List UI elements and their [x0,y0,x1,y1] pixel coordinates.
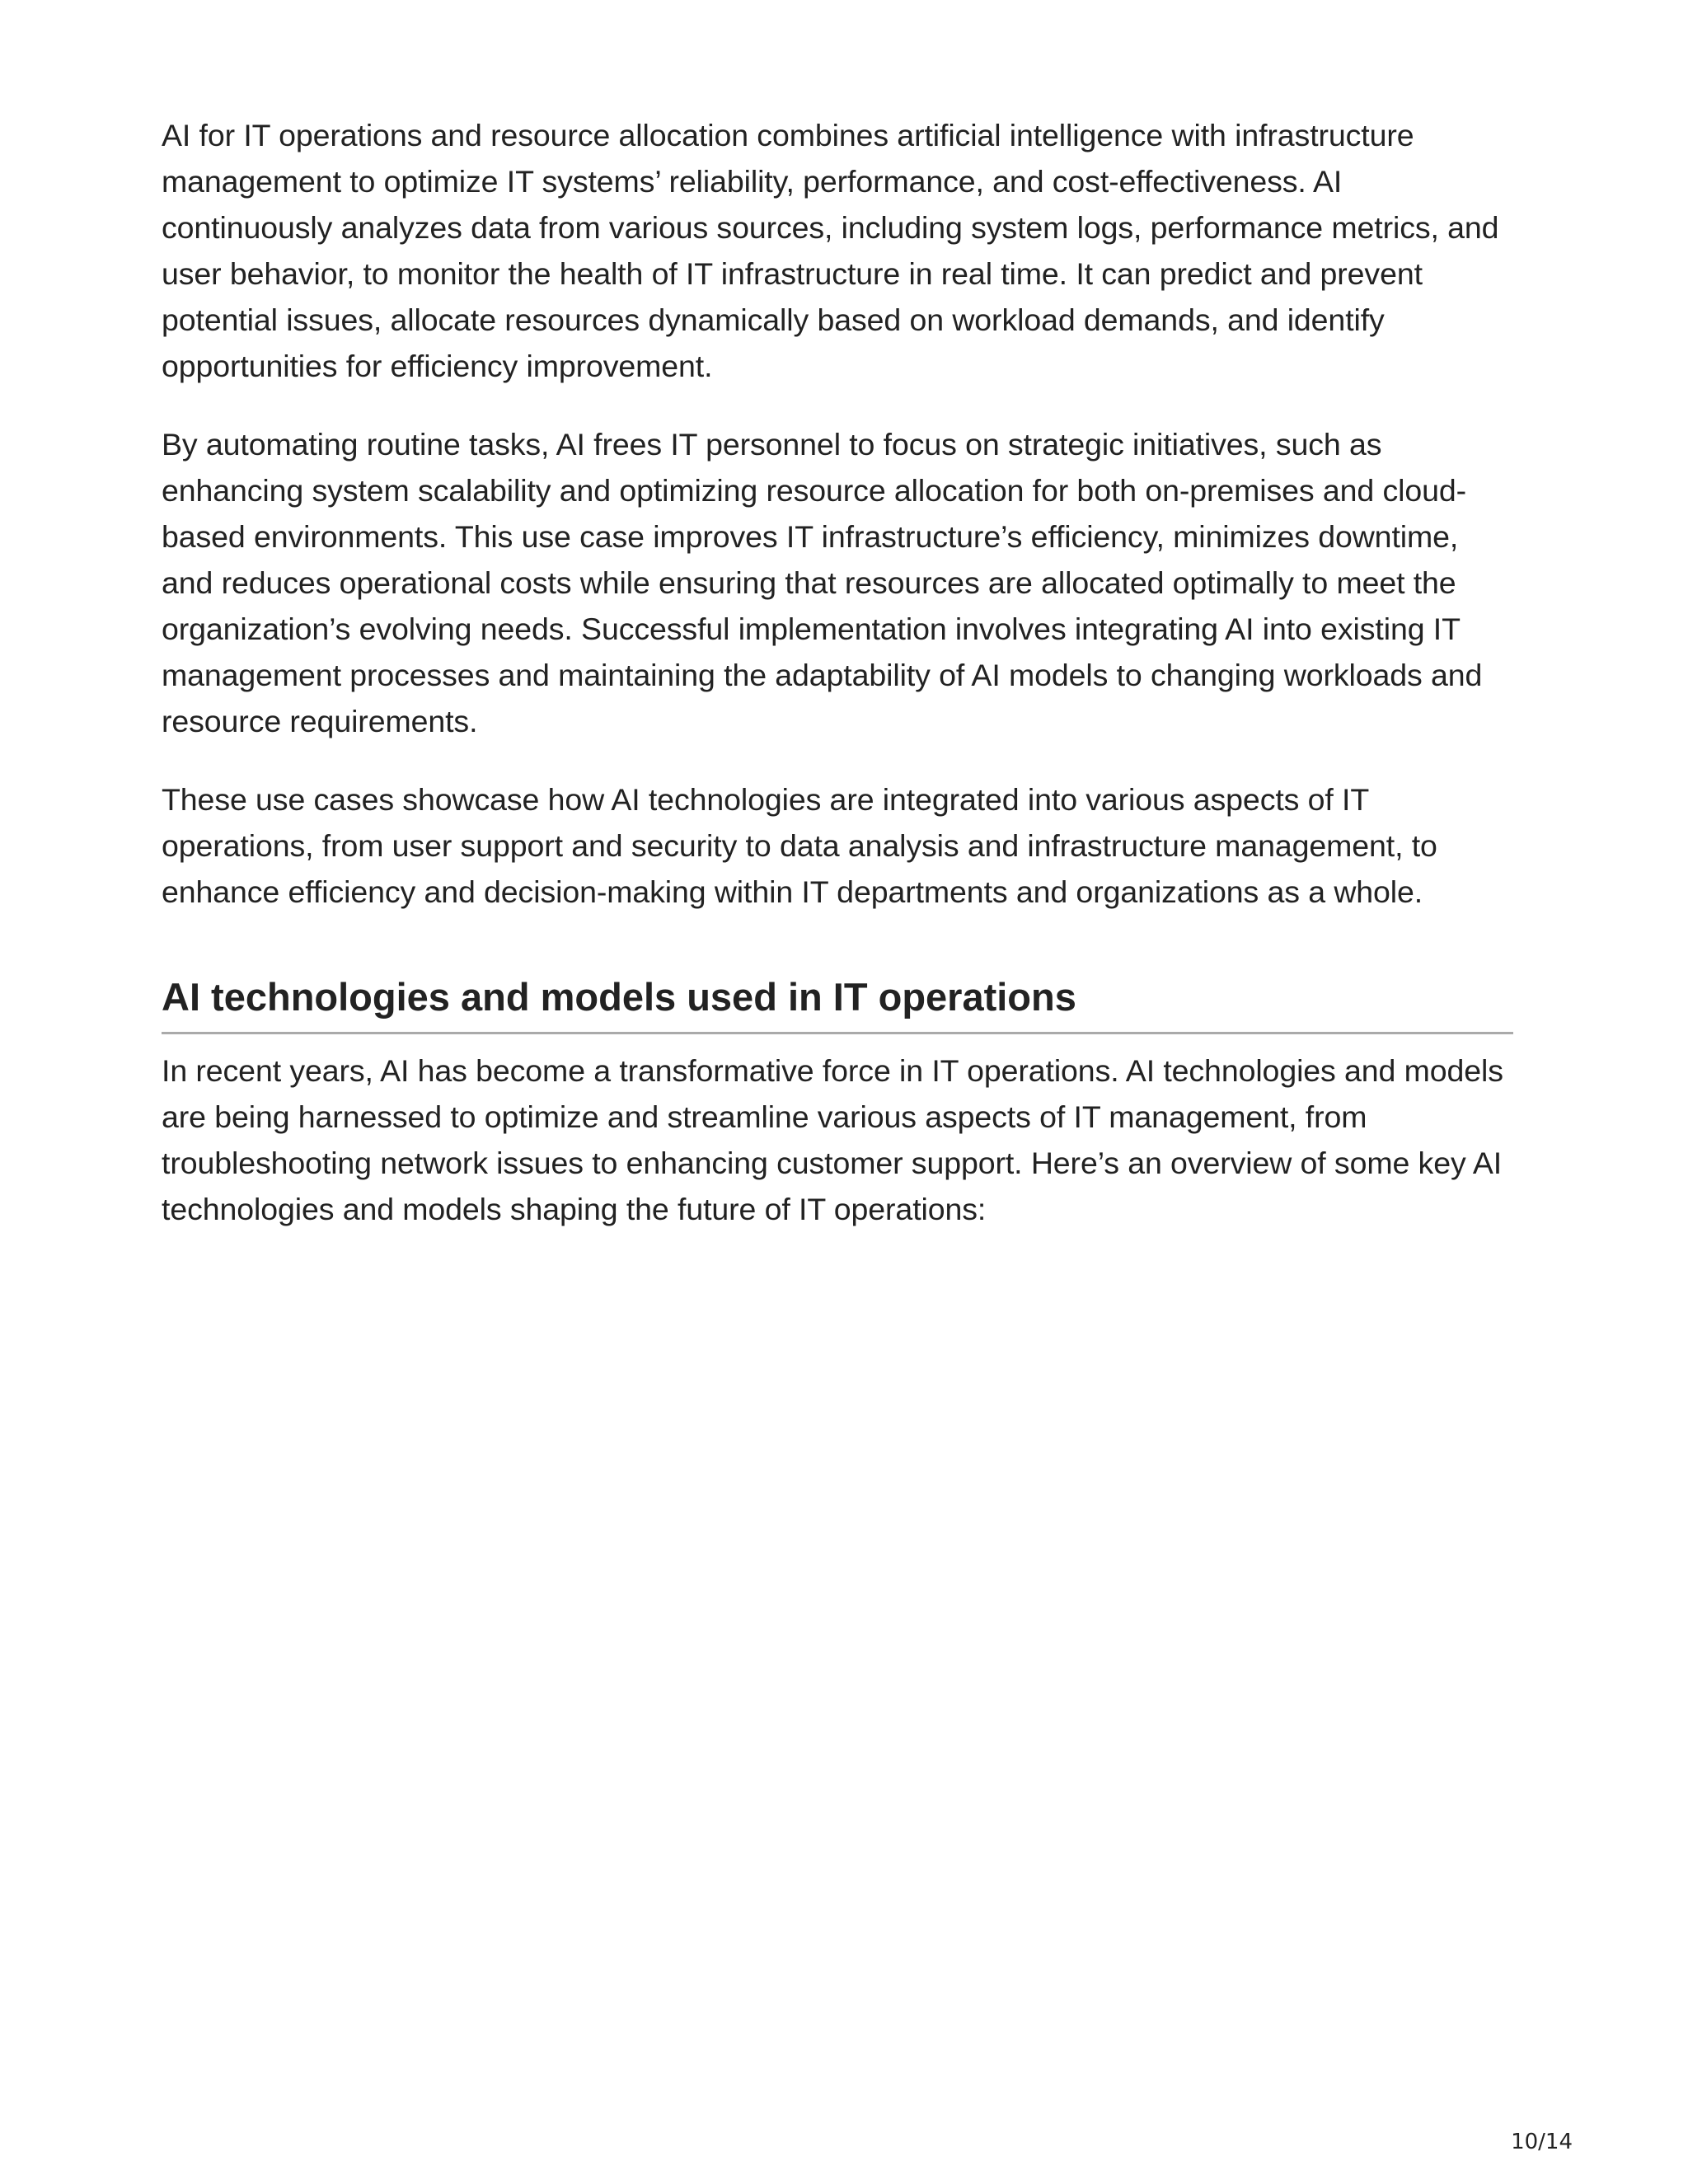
section-heading: AI technologies and models used in IT operations [162,975,1076,1019]
page-number: 10/14 [1511,2130,1573,2154]
paragraph-automating-routine-tasks: By automating routine tasks, AI frees IT personnel to focus on strategic initiatives, such as enhancing system scalability and optimizing resource allocation for both on-premises and cloud-based environments. This use case improves IT infrastructure’s efficiency, minimizes downtime, and reduces operational costs while ensuring that resources are allocated optimally to meet the organization’s evolving needs. Successful implementation involves integrating AI into existing IT management processes and maintaining the adaptability of AI models to changing workloads and resource requirements. [162,427,1483,738]
document-body [162,112,1513,1264]
heading-divider [162,1032,1513,1034]
paragraph-section-intro: In recent years, AI has become a transformative force in IT operations. AI technologies and models are being harnessed to optimize and streamline various aspects of IT management, from troubleshooting network issues to enhancing customer support. Here’s an overview of some key AI technologies and models shaping the future of IT operations: [162,1053,1503,1226]
paragraph-use-cases-summary: These use cases showcase how AI technologies are integrated into various aspects of IT operations, from user support and security to data analysis and infrastructure management, to enhance efficiency and decision-making within IT departments and organizations as a whole. [162,782,1437,909]
paragraph-ai-resource-allocation: AI for IT operations and resource allocation combines artificial intelligence with infrastructure management to optimize IT systems’ reliability, performance, and cost-effectiveness. AI continuously analyzes data from various sources, including system logs, performance metrics, and user behavior, to monitor the health of IT infrastructure in real time. It can predict and prevent potential issues, allocate resources dynamically based on workload demands, and identify opportunities for efficiency improvement. [162,118,1499,383]
